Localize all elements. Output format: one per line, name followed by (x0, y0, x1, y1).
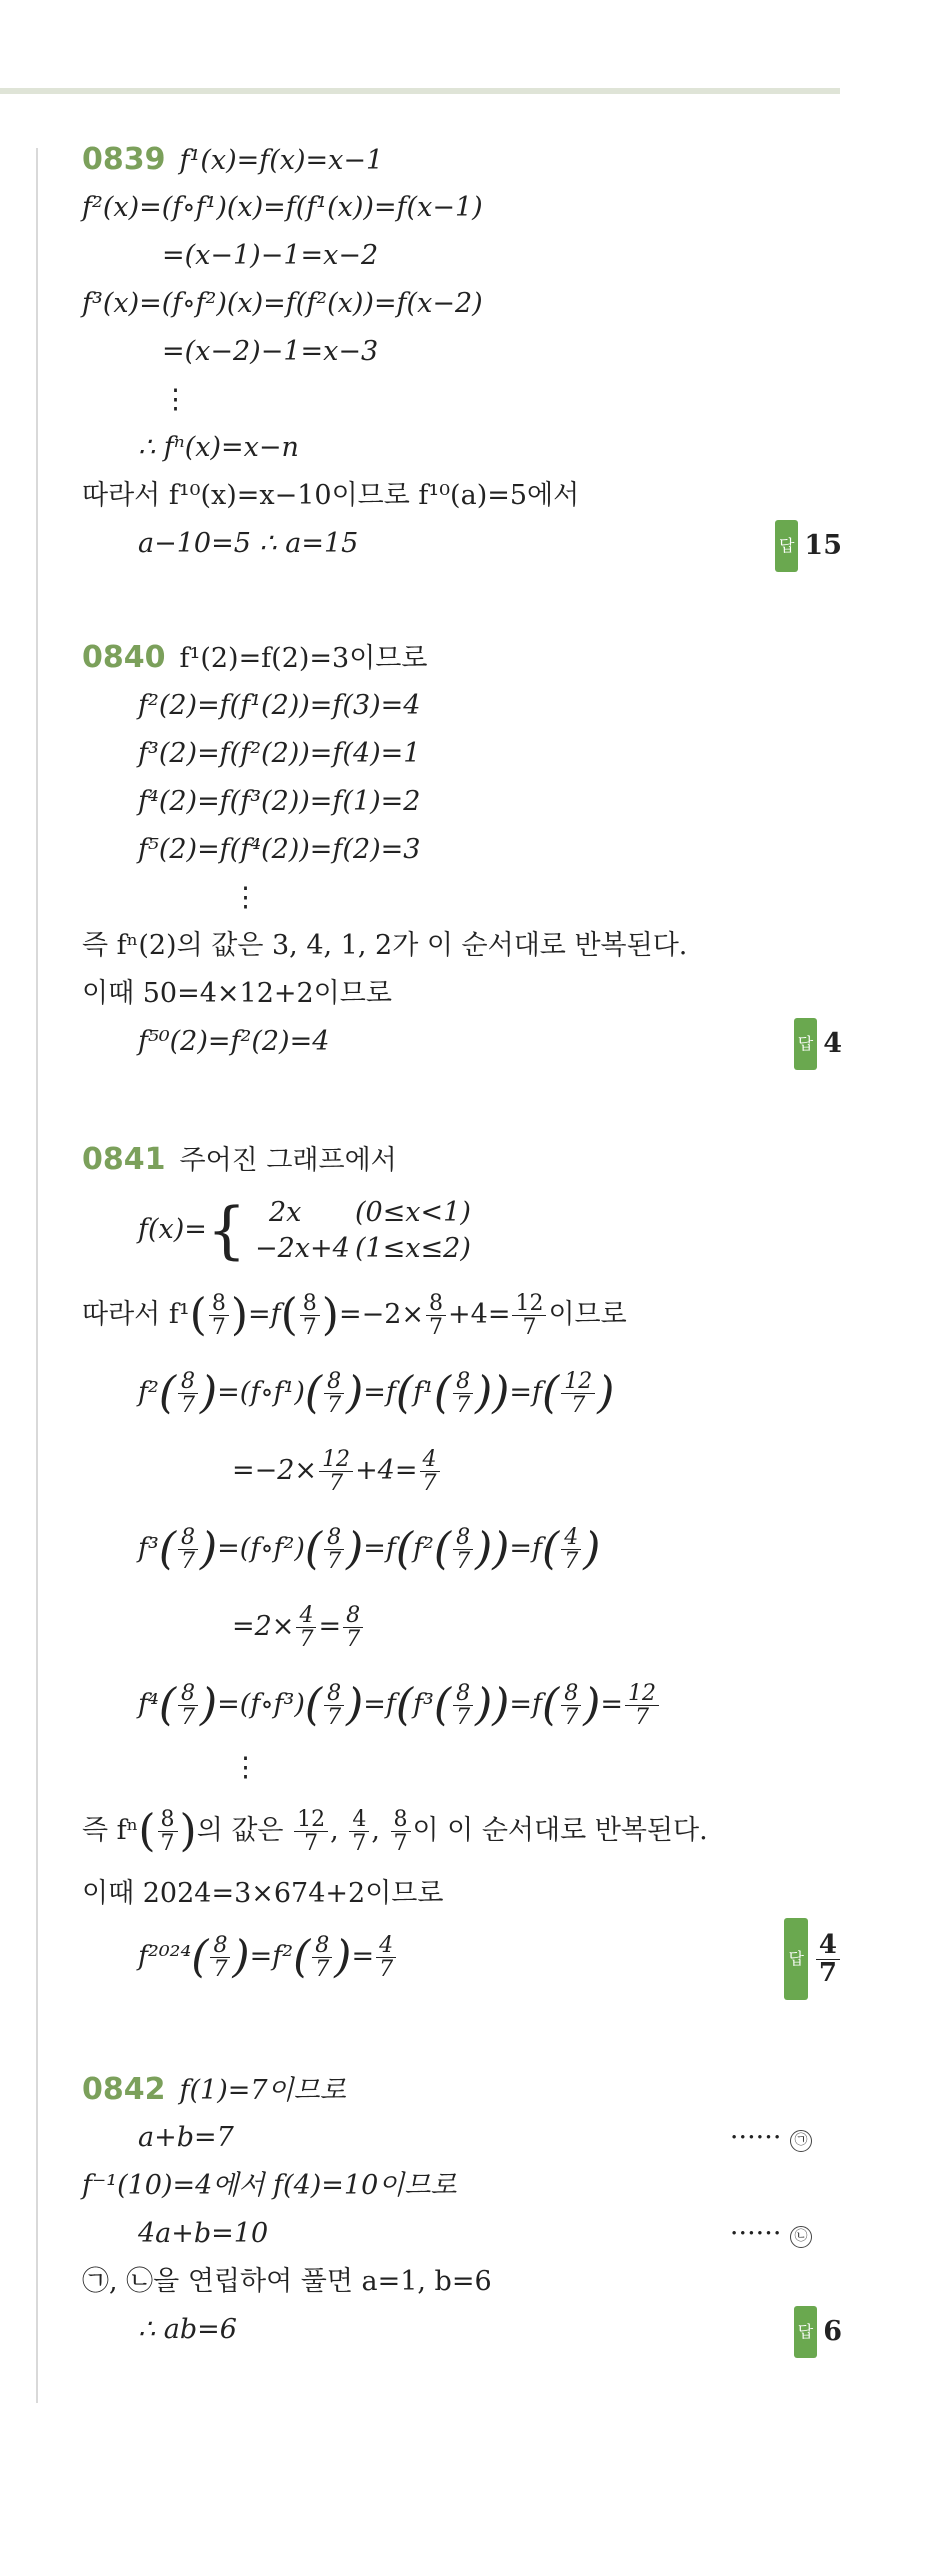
solution-line: 즉 fⁿ( $\frac{8}{7}$ )의 값은 $\frac{12}{7}$ , $\frac{4}{7}$ , $\frac{8}{7}$ 이 이 순서대로 반복된다. (82, 1805, 708, 1857)
answer (784, 1918, 842, 2000)
answer-value: 4 (823, 1028, 842, 1059)
solution-line: f¹(x)=f(x)=x−1 (179, 145, 384, 176)
fx-label: f(x)= (138, 1214, 207, 1245)
solution-line: ∴ fⁿ(x)=x−n (138, 432, 299, 463)
solution-line: 즉 fⁿ(2)의 값은 3, 4, 1, 2가 이 순서대로 반복된다. (82, 930, 688, 961)
solution-line: =(x−1)−1=x−2 (162, 240, 379, 271)
solution-text: f⁵⁰(2)=f²(2)=4 (138, 1026, 330, 1057)
vertical-dots: ⋮ (162, 384, 189, 415)
vertical-dots: ⋮ (232, 1752, 259, 1783)
answer-badge: 답 (794, 2306, 817, 2358)
answer-badge: 답 (775, 520, 798, 572)
fraction: $\frac{12}{7}$ (512, 1292, 546, 1339)
case-condition: (1≤x≤2) (354, 1232, 471, 1264)
solution-line: f³(2)=f(f²(2))=f(4)=1 (138, 738, 421, 769)
answer-badge: 답 (784, 1918, 807, 2000)
solution-line: f⁴(2)=f(f³(2))=f(1)=2 (138, 786, 421, 817)
brace-symbol: { (206, 1193, 247, 1267)
solution-line: 따라서 f¹( $\frac{8}{7}$ )=f( $\frac{8}{7}$ )=−2× $\frac{8}{7}$ +4= $\frac{12}{7}$ 이므로 (82, 1289, 627, 1341)
piecewise-definition (82, 1184, 842, 1276)
text: 이므로 (548, 1299, 627, 1330)
problem-number: 0841 (82, 1142, 166, 1177)
answer (794, 1018, 842, 1070)
problem-number: 0842 (82, 2072, 166, 2107)
solution-line (82, 1018, 842, 1066)
problem-number: 0840 (82, 640, 166, 675)
solution-line: =2× $\frac{4}{7}$ = $\frac{8}{7}$ (82, 1588, 842, 1666)
solution-line (82, 520, 842, 568)
solution-line: f¹(2)=f(2)=3이므로 (179, 643, 428, 674)
text: =f (248, 1299, 281, 1330)
problem-0839 (82, 136, 842, 568)
fraction: $\frac{8}{7}$ (300, 1292, 320, 1339)
solution-line: f²⁰²⁴( $\frac{8}{7}$ )=f²( $\frac{8}{7}$ )= $\frac{4}{7}$ 답 $\frac{4}{7}$ (82, 1918, 842, 1996)
piecewise-cases (255, 1195, 471, 1267)
text: 따라서 f¹ (82, 1299, 190, 1330)
problem-0840 (82, 634, 842, 1066)
solution-line: a+b=7 ······ ㉠ (82, 2114, 842, 2162)
case-condition: (0≤x<1) (354, 1196, 471, 1228)
solution-line: f⁻¹(10)=4에서 f(4)=10이므로 (82, 2170, 457, 2201)
solution-line: =−2× $\frac{12}{7}$ +4= $\frac{4}{7}$ (82, 1432, 842, 1510)
fraction: $\frac{8}{7}$ (209, 1292, 229, 1339)
answer (775, 520, 842, 572)
solution-line: f⁴( $\frac{8}{7}$ )=(f∘f³)( $\frac{8}{7}$ )=f(f³( $\frac{8}{7}$ ))=f( $\frac{8}{7}$ )= $\frac{12}{7}$ (82, 1666, 842, 1744)
equation-marker: ······ ㉠ (730, 2114, 812, 2162)
answer-fraction: $\frac{4}{7}$ (816, 1932, 840, 1988)
solution-line: f²(x)=(f∘f¹)(x)=f(f¹(x))=f(x−1) (82, 192, 483, 223)
answer-value: 6 (823, 2316, 842, 2347)
answer-value: 15 (804, 530, 842, 561)
solution-line: ㉠, ㉡을 연립하여 풀면 a=1, b=6 (82, 2266, 492, 2297)
solution-line: ∴ ab=6 답 6 (82, 2306, 842, 2354)
solution-line: 따라서 f¹⁰(x)=x−10이므로 f¹⁰(a)=5에서 (82, 480, 580, 511)
solution-line: =(x−2)−1=x−3 (162, 336, 379, 367)
fraction: $\frac{8}{7}$ (426, 1292, 446, 1339)
solution-line: 4a+b=10 ······ ㉡ (82, 2210, 842, 2258)
solution-line: 이때 2024=3×674+2이므로 (82, 1878, 444, 1909)
solution-line: f²(2)=f(f¹(2))=f(3)=4 (138, 690, 421, 721)
solution-line: f³(x)=(f∘f²)(x)=f(f²(x))=f(x−2) (82, 288, 483, 319)
left-margin-line (36, 148, 38, 2403)
equation-marker: ······ ㉡ (730, 2210, 812, 2258)
solutions-content (82, 136, 842, 2354)
solution-line: f²( $\frac{8}{7}$ )=(f∘f¹)( $\frac{8}{7}$ )=f(f¹( $\frac{8}{7}$ ))=f( $\frac{12}{7}$ ) (138, 1367, 615, 1419)
solution-text: a−10=5 ∴ a=15 (138, 528, 359, 559)
solution-line: f³( $\frac{8}{7}$ )=(f∘f²)( $\frac{8}{7}$ )=f(f²( $\frac{8}{7}$ ))=f( $\frac{4}{7}$ ) (138, 1523, 601, 1575)
problem-0841 (82, 1136, 842, 1996)
solution-line: 주어진 그래프에서 (179, 1145, 397, 1176)
vertical-dots: ⋮ (232, 882, 259, 913)
solution-line: 이때 50=4×12+2이므로 (82, 978, 392, 1009)
text: +4= (448, 1299, 511, 1330)
solution-line: f(1)=7이므로 (179, 2075, 346, 2106)
answer (794, 2306, 842, 2358)
case-expression: −2x+4 (254, 1232, 350, 1264)
case-expression: 2x (268, 1196, 302, 1228)
top-divider-bar (0, 88, 840, 94)
answer-badge: 답 (794, 1018, 817, 1070)
problem-number: 0839 (82, 142, 166, 177)
text: =−2× (338, 1299, 425, 1330)
problem-0842 (82, 2066, 842, 2354)
solution-line: f⁵(2)=f(f⁴(2))=f(2)=3 (138, 834, 421, 865)
